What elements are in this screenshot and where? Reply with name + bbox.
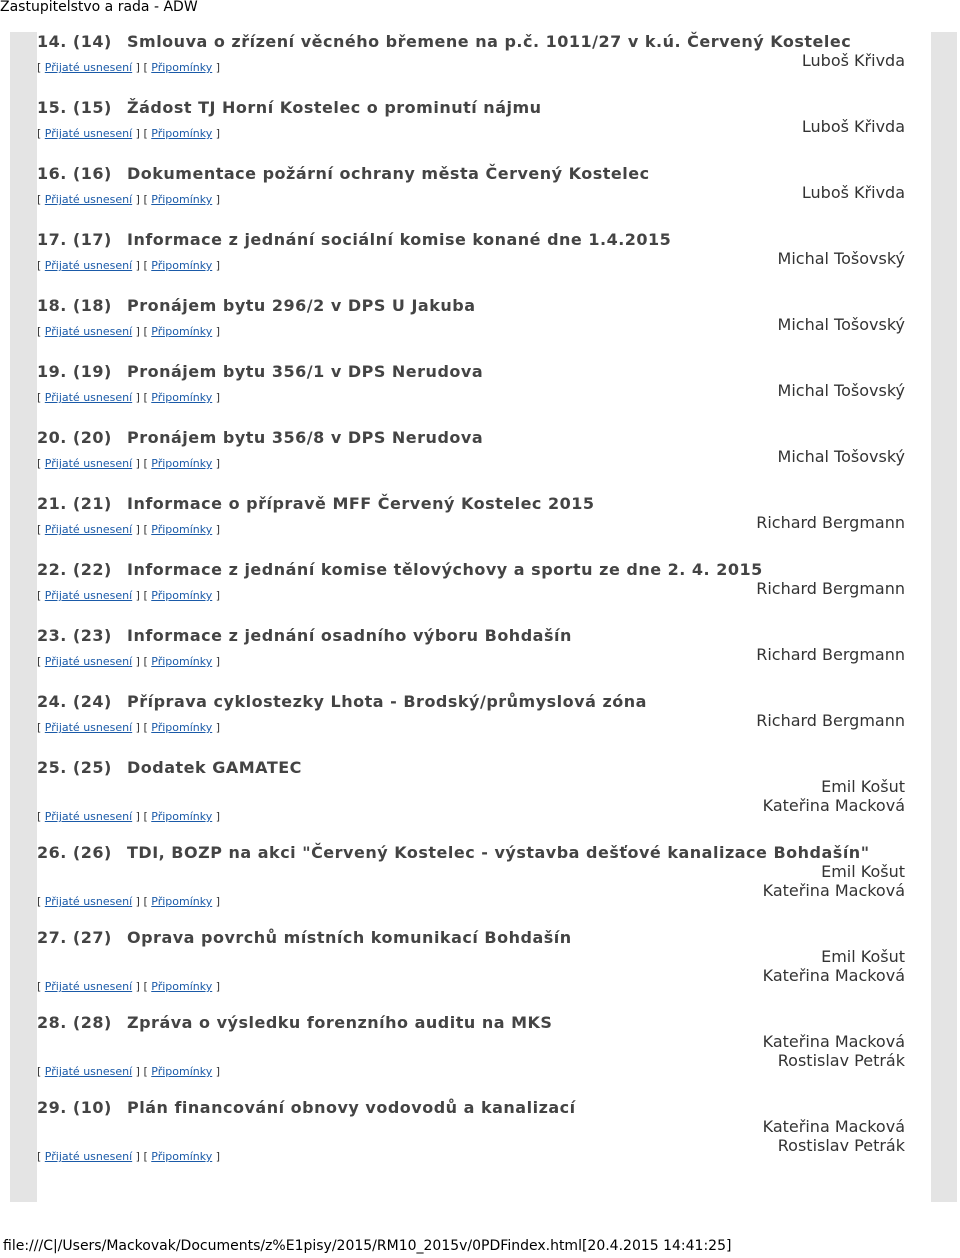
agenda-item-number: 28. (28) bbox=[37, 1013, 112, 1032]
agenda-item-title bbox=[37, 928, 572, 947]
presenter-name: Kateřina Macková bbox=[762, 966, 905, 985]
agenda-item-links: [ Přijaté usnesení ] [ Připomínky ] bbox=[37, 895, 221, 908]
agenda-item-text: Informace z jednání sociální komise konané dne 1.4.2015 bbox=[127, 230, 672, 249]
presenter-name: Rostislav Petrák bbox=[777, 1051, 905, 1070]
pripominky-link[interactable]: Připomínky bbox=[151, 589, 213, 602]
window-title: Zastupitelstvo a rada - ADW bbox=[0, 0, 198, 15]
prijate-usneseni-link[interactable]: Přijaté usnesení bbox=[44, 259, 133, 272]
pripominky-link[interactable]: Připomínky bbox=[151, 721, 213, 734]
agenda-item-title bbox=[37, 560, 763, 579]
agenda-item-number: 22. (22) bbox=[37, 560, 112, 579]
agenda-item-title bbox=[37, 758, 302, 777]
prijate-usneseni-link[interactable]: Přijaté usnesení bbox=[44, 589, 133, 602]
pripominky-link[interactable]: Připomínky bbox=[151, 1065, 213, 1078]
agenda-item-presenters bbox=[778, 381, 905, 400]
presenter-name: Rostislav Petrák bbox=[777, 1136, 905, 1155]
agenda-item-number: 16. (16) bbox=[37, 164, 112, 183]
agenda-item-presenters bbox=[763, 1032, 905, 1070]
presenter-name: Richard Bergmann bbox=[756, 513, 905, 532]
agenda-item-number: 25. (25) bbox=[37, 758, 112, 777]
agenda-item-presenters bbox=[778, 315, 905, 334]
presenter-name: Emil Košut bbox=[821, 777, 905, 796]
agenda-item-presenters bbox=[763, 1117, 905, 1155]
agenda-item-title bbox=[37, 1013, 552, 1032]
pripominky-link[interactable]: Připomínky bbox=[151, 980, 213, 993]
agenda-item-links: [ Přijaté usnesení ] [ Připomínky ] bbox=[37, 589, 221, 602]
agenda-item-presenters bbox=[756, 579, 905, 598]
agenda-item-title bbox=[37, 164, 650, 183]
presenter-name: Richard Bergmann bbox=[756, 645, 905, 664]
prijate-usneseni-link[interactable]: Přijaté usnesení bbox=[44, 193, 133, 206]
presenter-name: Kateřina Macková bbox=[762, 1117, 905, 1136]
presenter-name: Michal Tošovský bbox=[777, 381, 905, 400]
agenda-item-title bbox=[37, 692, 647, 711]
agenda-item-number: 19. (19) bbox=[37, 362, 112, 381]
agenda-item-number: 20. (20) bbox=[37, 428, 112, 447]
prijate-usneseni-link[interactable]: Přijaté usnesení bbox=[44, 1150, 133, 1163]
agenda-item-number: 18. (18) bbox=[37, 296, 112, 315]
agenda-item-text: Žádost TJ Horní Kostelec o prominutí nájmu bbox=[127, 98, 542, 117]
pripominky-link[interactable]: Připomínky bbox=[151, 193, 213, 206]
prijate-usneseni-link[interactable]: Přijaté usnesení bbox=[44, 61, 133, 74]
agenda-item-links: [ Přijaté usnesení ] [ Připomínky ] bbox=[37, 193, 221, 206]
presenter-name: Luboš Křivda bbox=[801, 183, 905, 202]
content-frame bbox=[10, 32, 957, 1202]
pripominky-link[interactable]: Připomínky bbox=[151, 895, 213, 908]
agenda-item-links: [ Přijaté usnesení ] [ Připomínky ] bbox=[37, 1150, 221, 1163]
agenda-item-presenters bbox=[763, 777, 905, 815]
agenda-item-text: Dokumentace požární ochrany města Červený Kostelec bbox=[127, 164, 650, 183]
prijate-usneseni-link[interactable]: Přijaté usnesení bbox=[44, 325, 133, 338]
agenda-item-text: Informace z jednání komise tělovýchovy a sportu ze dne 2. 4. 2015 bbox=[127, 560, 763, 579]
prijate-usneseni-link[interactable]: Přijaté usnesení bbox=[44, 721, 133, 734]
pripominky-link[interactable]: Připomínky bbox=[151, 655, 213, 668]
agenda-item-title bbox=[37, 230, 671, 249]
agenda-item-title bbox=[37, 843, 870, 862]
presenter-name: Michal Tošovský bbox=[777, 249, 905, 268]
file-path: file:///C|/Users/Mackovak/Documents/z%E1pisy/2015/RM10_2015v/0PDFindex.html[20.4.2015 14:41:25] bbox=[3, 1238, 732, 1254]
presenter-name: Michal Tošovský bbox=[777, 315, 905, 334]
pripominky-link[interactable]: Připomínky bbox=[151, 61, 213, 74]
presenter-name: Michal Tošovský bbox=[777, 447, 905, 466]
agenda-item-number: 23. (23) bbox=[37, 626, 112, 645]
presenter-name: Luboš Křivda bbox=[801, 117, 905, 136]
prijate-usneseni-link[interactable]: Přijaté usnesení bbox=[44, 810, 133, 823]
agenda-item-links: [ Přijaté usnesení ] [ Připomínky ] bbox=[37, 1065, 221, 1078]
agenda-item-links: [ Přijaté usnesení ] [ Připomínky ] bbox=[37, 655, 221, 668]
prijate-usneseni-link[interactable]: Přijaté usnesení bbox=[44, 523, 133, 536]
agenda-item-number: 14. (14) bbox=[37, 32, 112, 51]
agenda-item-presenters bbox=[802, 117, 905, 136]
agenda-item-links: [ Přijaté usnesení ] [ Připomínky ] bbox=[37, 325, 221, 338]
presenter-name: Richard Bergmann bbox=[756, 579, 905, 598]
agenda-item-presenters bbox=[763, 862, 905, 900]
agenda-item-text: Pronájem bytu 356/8 v DPS Nerudova bbox=[127, 428, 484, 447]
presenter-name: Emil Košut bbox=[821, 862, 905, 881]
agenda-list bbox=[37, 32, 931, 1202]
prijate-usneseni-link[interactable]: Přijaté usnesení bbox=[44, 1065, 133, 1078]
pripominky-link[interactable]: Připomínky bbox=[151, 127, 213, 140]
prijate-usneseni-link[interactable]: Přijaté usnesení bbox=[44, 127, 133, 140]
agenda-item-links: [ Přijaté usnesení ] [ Připomínky ] bbox=[37, 259, 221, 272]
agenda-item-text: Smlouva o zřízení věcného břemene na p.č. 1011/27 v k.ú. Červený Kostelec bbox=[127, 32, 852, 51]
agenda-item-text: Informace z jednání osadního výboru Bohdašín bbox=[127, 626, 572, 645]
agenda-item-number: 24. (24) bbox=[37, 692, 112, 711]
agenda-item-title bbox=[37, 428, 483, 447]
agenda-item-number: 15. (15) bbox=[37, 98, 112, 117]
agenda-item-text: TDI, BOZP na akci "Červený Kostelec - výstavba dešťové kanalizace Bohdašín" bbox=[127, 843, 870, 862]
pripominky-link[interactable]: Připomínky bbox=[151, 457, 213, 470]
agenda-item-text: Informace o přípravě MFF Červený Kostelec 2015 bbox=[127, 494, 595, 513]
agenda-item-links: [ Přijaté usnesení ] [ Připomínky ] bbox=[37, 391, 221, 404]
agenda-item-number: 29. (10) bbox=[37, 1098, 112, 1117]
agenda-item-title bbox=[37, 296, 476, 315]
agenda-item-text: Pronájem bytu 356/1 v DPS Nerudova bbox=[127, 362, 484, 381]
agenda-item-number: 21. (21) bbox=[37, 494, 112, 513]
agenda-item-title bbox=[37, 32, 851, 51]
agenda-item-text: Zpráva o výsledku forenzního auditu na MKS bbox=[127, 1013, 553, 1032]
agenda-item-title bbox=[37, 1098, 576, 1117]
agenda-item-links: [ Přijaté usnesení ] [ Připomínky ] bbox=[37, 523, 221, 536]
agenda-item-presenters bbox=[756, 645, 905, 664]
agenda-item-presenters bbox=[778, 249, 905, 268]
agenda-item-presenters bbox=[763, 947, 905, 985]
agenda-item-links: [ Přijaté usnesení ] [ Připomínky ] bbox=[37, 457, 221, 470]
prijate-usneseni-link[interactable]: Přijaté usnesení bbox=[44, 895, 133, 908]
agenda-item-presenters bbox=[756, 513, 905, 532]
agenda-item-links: [ Přijaté usnesení ] [ Připomínky ] bbox=[37, 810, 221, 823]
agenda-item-text: Plán financování obnovy vodovodů a kanalizací bbox=[127, 1098, 576, 1117]
agenda-item-title bbox=[37, 362, 483, 381]
agenda-item-presenters bbox=[756, 711, 905, 730]
presenter-name: Richard Bergmann bbox=[756, 711, 905, 730]
agenda-item-text: Pronájem bytu 296/2 v DPS U Jakuba bbox=[127, 296, 476, 315]
agenda-item-links: [ Přijaté usnesení ] [ Připomínky ] bbox=[37, 980, 221, 993]
agenda-item-number: 17. (17) bbox=[37, 230, 112, 249]
presenter-name: Luboš Křivda bbox=[801, 51, 905, 70]
agenda-item-links: [ Přijaté usnesení ] [ Připomínky ] bbox=[37, 127, 221, 140]
pripominky-link[interactable]: Připomínky bbox=[151, 259, 213, 272]
prijate-usneseni-link[interactable]: Přijaté usnesení bbox=[44, 457, 133, 470]
agenda-item-links: [ Přijaté usnesení ] [ Připomínky ] bbox=[37, 61, 221, 74]
agenda-item-links: [ Přijaté usnesení ] [ Připomínky ] bbox=[37, 721, 221, 734]
agenda-item-title bbox=[37, 626, 572, 645]
pripominky-link[interactable]: Připomínky bbox=[151, 391, 213, 404]
prijate-usneseni-link[interactable]: Přijaté usnesení bbox=[44, 980, 133, 993]
agenda-item-text: Příprava cyklostezky Lhota - Brodský/průmyslová zóna bbox=[127, 692, 647, 711]
agenda-item-presenters bbox=[802, 183, 905, 202]
pripominky-link[interactable]: Připomínky bbox=[151, 810, 213, 823]
presenter-name: Kateřina Macková bbox=[762, 1032, 905, 1051]
agenda-item-number: 27. (27) bbox=[37, 928, 112, 947]
pripominky-link[interactable]: Připomínky bbox=[151, 523, 213, 536]
prijate-usneseni-link[interactable]: Přijaté usnesení bbox=[44, 391, 133, 404]
agenda-item-text: Oprava povrchů místních komunikací Bohdašín bbox=[127, 928, 572, 947]
pripominky-link[interactable]: Připomínky bbox=[151, 1150, 213, 1163]
agenda-item-presenters bbox=[778, 447, 905, 466]
presenter-name: Kateřina Macková bbox=[762, 881, 905, 900]
prijate-usneseni-link[interactable]: Přijaté usnesení bbox=[44, 655, 133, 668]
pripominky-link[interactable]: Připomínky bbox=[151, 325, 213, 338]
presenter-name: Emil Košut bbox=[821, 947, 905, 966]
presenter-name: Kateřina Macková bbox=[762, 796, 905, 815]
agenda-item-number: 26. (26) bbox=[37, 843, 112, 862]
agenda-item-presenters bbox=[802, 51, 905, 70]
agenda-item-title bbox=[37, 98, 542, 117]
agenda-item-title bbox=[37, 494, 595, 513]
agenda-item-text: Dodatek GAMATEC bbox=[127, 758, 302, 777]
